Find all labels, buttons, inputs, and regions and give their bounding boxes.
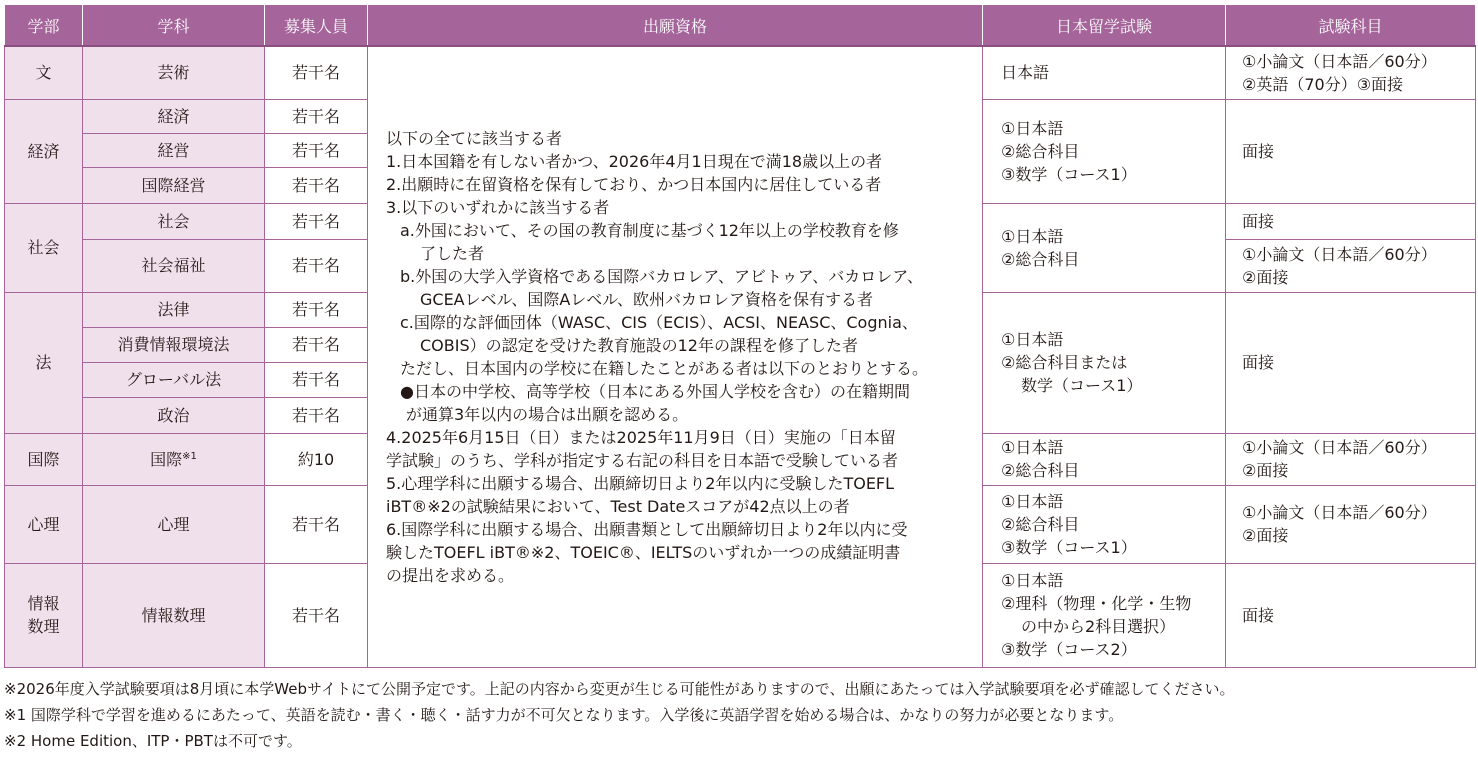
footnote-2: ※2 Home Edition、ITP・PBTは不可です。: [4, 732, 302, 750]
header-subjects: 試験科目: [1226, 5, 1476, 47]
subject-item: ①小論文（日本語／60分）: [1242, 51, 1437, 71]
eju-cell: [983, 433, 1226, 485]
eju-item: の中から2科目選択）: [1021, 617, 1176, 636]
faculty-cell: 社会: [5, 203, 83, 292]
table-header-row: [5, 5, 1476, 47]
department-cell: 情報数理: [83, 563, 265, 667]
subject-item: ②面接: [1242, 267, 1289, 287]
table-row: [5, 46, 1476, 99]
qualification-line: b.外国の大学入学資格である国際バカロレア、アビトゥア、バカロレア、: [400, 266, 924, 286]
department-cell: 法律: [83, 292, 265, 327]
eju-item: ①日本語: [1001, 571, 1064, 590]
eju-item: 日本語: [1001, 63, 1050, 83]
department-cell: 社会: [83, 203, 265, 239]
qualification-line: 5.心理学科に出願する場合、出願締切日より2年以内に受験したTOEFL: [386, 473, 895, 493]
qualification-line: GCEAレベル、国際Aレベル、欧州バカロレア資格を保有する者: [420, 289, 874, 309]
qualification-line: の提出を求める。: [386, 565, 515, 585]
eju-item: ①日本語: [1001, 118, 1064, 138]
eju-item: ③数学（コース1）: [1001, 537, 1137, 557]
eju-item: ①日本語: [1001, 330, 1064, 349]
subjects-cell: [1226, 203, 1476, 239]
capacity-cell: 若干名: [265, 397, 368, 433]
capacity-cell: 若干名: [265, 46, 368, 99]
eju-item: ②総合科目または: [1001, 353, 1128, 372]
eju-cell: [983, 46, 1226, 99]
qualification-line: c.国際的な評価団体（WASC、CIS（ECIS）、ACSI、NEASC、Cognia、: [400, 312, 918, 332]
department-cell: 経営: [83, 133, 265, 167]
subject-item: ①小論文（日本語／60分）: [1242, 244, 1437, 264]
qualification-line: 験したTOEFL iBT®※2、TOEIC®、IELTSのいずれか一つの成績証明書: [386, 542, 901, 562]
qualification-line: ●日本の中学校、高等学校（日本にある外国人学校を含む）の在籍期間: [400, 381, 910, 401]
qualification-line: ただし、日本国内の学校に在籍したことがある者は以下のとおりとする。: [400, 358, 929, 378]
faculty-cell: 文: [5, 46, 83, 99]
department-cell: グローバル法: [83, 362, 265, 397]
capacity-cell: 若干名: [265, 485, 368, 563]
header-faculty: 学部: [5, 5, 83, 47]
subject-item: ②面接: [1242, 461, 1289, 480]
qualification-line: iBT®※2の試験結果において、Test Dateスコアが42点以上の者: [386, 496, 850, 516]
faculty-cell: 法: [5, 292, 83, 433]
qualification-line: 学試験」のうち、学科が指定する右記の科目を日本語で受験している者: [386, 450, 899, 470]
qualification-line: a.外国において、その国の教育制度に基づく12年以上の学校教育を修: [400, 220, 899, 240]
subjects-cell: [1226, 239, 1476, 292]
department-cell: 経済: [83, 99, 265, 133]
subject-item: 面接: [1242, 211, 1275, 231]
eju-item: ①日本語: [1001, 226, 1064, 246]
department-cell: 心理: [83, 485, 265, 563]
qualification-line: 2.出願時に在留資格を保有しており、かつ日本国内に居住している者: [386, 174, 882, 194]
eju-cell: [983, 99, 1226, 203]
department-cell: 政治: [83, 397, 265, 433]
footnote-1: ※1 国際学科で学習を進めるにあたって、英語を読む・書く・聴く・話す力が不可欠となります。入学後に英語学習を始める場合は、かなりの努力が必要となります。: [4, 706, 1124, 724]
footnote-general: ※2026年度入学試験要項は8月頃に本学Webサイトにて公開予定です。上記の内容から変更が生じる可能性がありますので、出願にあたっては入学試験要項を必ず確認してください。: [4, 680, 1235, 698]
faculty-cell: 心理: [5, 485, 83, 563]
subjects-cell: [1226, 433, 1476, 485]
capacity-cell: 若干名: [265, 239, 368, 292]
subjects-cell: [1226, 99, 1476, 203]
eju-item: ②総合科目: [1001, 141, 1080, 161]
capacity-cell: 若干名: [265, 203, 368, 239]
subjects-cell: [1226, 46, 1476, 99]
header-qualification: 出願資格: [368, 5, 983, 47]
capacity-cell: 約10: [265, 433, 368, 485]
capacity-cell: 若干名: [265, 327, 368, 362]
eju-item: ①日本語: [1001, 491, 1064, 511]
department-label: 国際: [150, 449, 183, 469]
header-capacity: 募集人員: [265, 5, 368, 47]
eju-cell: [983, 563, 1226, 667]
department-cell: 消費情報環境法: [83, 327, 265, 362]
capacity-cell: 若干名: [265, 292, 368, 327]
subject-item: ①小論文（日本語／60分）: [1242, 438, 1437, 457]
faculty-line: 情報: [27, 594, 60, 613]
faculty-cell: 経済: [5, 99, 83, 203]
department-cell: 社会福祉: [83, 239, 265, 292]
eju-item: 数学（コース1）: [1021, 376, 1143, 395]
subject-item: 面接: [1242, 605, 1275, 625]
eju-item: ①日本語: [1001, 438, 1064, 457]
qualification-line: 以下の全てに該当する者: [386, 128, 563, 148]
qualification-line: 3.以下のいずれかに該当する者: [386, 197, 610, 217]
eju-item: ②総合科目: [1001, 514, 1080, 534]
footnotes: [4, 676, 1234, 754]
capacity-cell: 若干名: [265, 362, 368, 397]
qualification-line: 了した者: [420, 243, 485, 263]
qualification-line: 4.2025年6月15日（日）または2025年11月9日（日）実施の「日本留: [386, 427, 896, 447]
faculty-cell: 国際: [5, 433, 83, 485]
header-department: 学科: [83, 5, 265, 47]
admission-table: [4, 4, 1476, 668]
subject-item: 面接: [1242, 141, 1275, 161]
eju-item: ②総合科目: [1001, 461, 1080, 480]
eju-item: ③数学（コース1）: [1001, 164, 1137, 184]
department-cell: 国際経営: [83, 167, 265, 203]
capacity-cell: 若干名: [265, 133, 368, 167]
subject-item: 面接: [1242, 353, 1275, 372]
subject-item: ②面接: [1242, 526, 1289, 545]
eju-item: ③数学（コース2）: [1001, 640, 1137, 659]
eju-item: ②総合科目: [1001, 249, 1080, 269]
eju-item: ②理科（物理・化学・生物: [1001, 594, 1192, 613]
subject-item: ②英語（70分）③面接: [1242, 74, 1404, 94]
eju-cell: [983, 203, 1226, 292]
subjects-cell: [1226, 563, 1476, 667]
qualification-cell: [368, 46, 983, 667]
capacity-cell: 若干名: [265, 167, 368, 203]
faculty-line: 数理: [27, 617, 60, 636]
qualification-line: が通算3年以内の場合は出願を認める。: [406, 404, 689, 424]
header-eju: 日本留学試験: [983, 5, 1226, 47]
capacity-cell: 若干名: [265, 563, 368, 667]
qualification-line: COBIS）の認定を受けた教育施設の12年の課程を修了した者: [420, 335, 858, 355]
eju-cell: [983, 485, 1226, 563]
capacity-cell: 若干名: [265, 99, 368, 133]
faculty-cell: [5, 563, 83, 667]
qualification-line: 6.国際学科に出願する場合、出願書類として出願締切日より2年以内に受: [386, 519, 908, 539]
subjects-cell: [1226, 292, 1476, 433]
subject-item: ①小論文（日本語／60分）: [1242, 503, 1437, 522]
subjects-cell: [1226, 485, 1476, 563]
qualification-line: 1.日本国籍を有しない者かつ、2026年4月1日現在で満18歳以上の者: [386, 151, 883, 171]
eju-cell: [983, 292, 1226, 433]
footnote-marker: ※1: [182, 450, 197, 462]
department-cell: [83, 433, 265, 485]
department-cell: 芸術: [83, 46, 265, 99]
